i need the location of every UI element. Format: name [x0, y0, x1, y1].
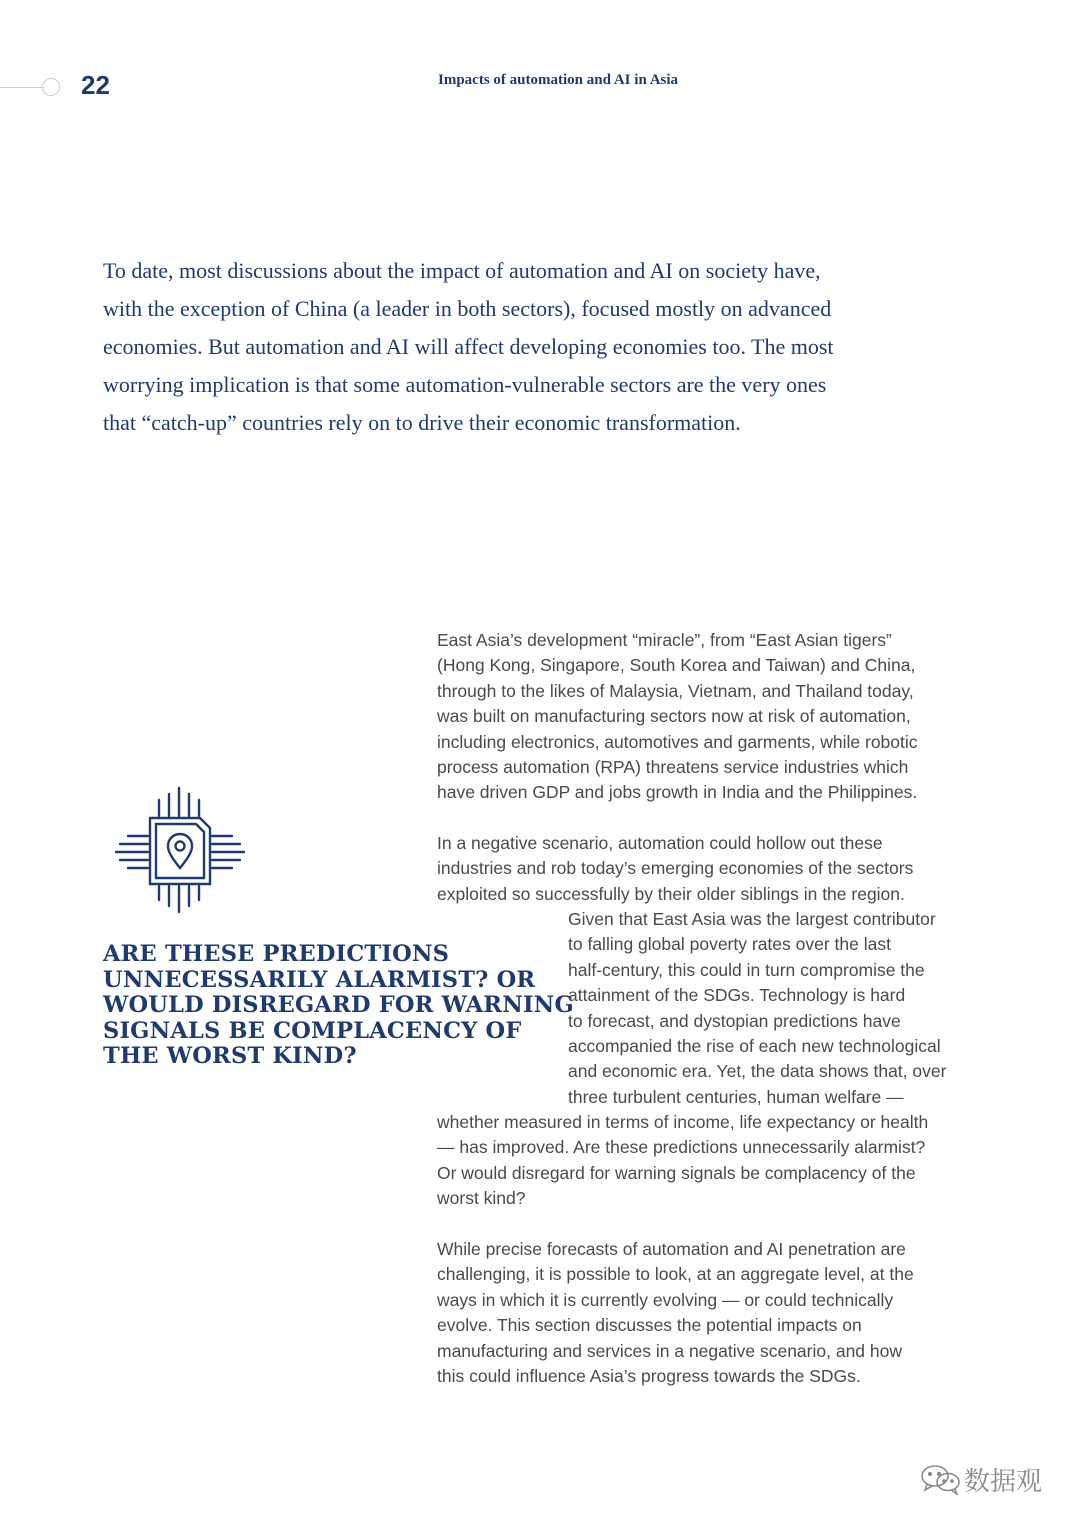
pull-quote-line: WOULD DISREGARD FOR WARNING: [103, 992, 574, 1018]
body-line: — has improved. Are these predictions unnecessarily alarmist?: [437, 1137, 926, 1158]
intro-line: with the exception of China (a leader in both sectors), focused mostly on advanced: [103, 296, 832, 321]
body-line: and economic era. Yet, the data shows that, over: [568, 1061, 947, 1082]
pull-quote-line: THE WORST KIND?: [103, 1043, 357, 1069]
body-line: was built on manufacturing sectors now at risk of automation,: [437, 706, 911, 727]
chip-location-icon: [114, 786, 246, 914]
intro-paragraph: [103, 252, 1003, 442]
pull-quote-line: SIGNALS BE COMPLACENCY OF: [103, 1017, 522, 1044]
body-line: to forecast, and dystopian predictions have: [568, 1010, 901, 1031]
body-line: whether measured in terms of income, life expectancy or health: [437, 1112, 929, 1132]
body-line: (Hong Kong, Singapore, South Korea and Taiwan) and China,: [437, 655, 916, 676]
body-line: Given that East Asia was the largest contributor: [568, 909, 936, 929]
body-paragraph-2: [437, 831, 913, 907]
body-paragraph-3-continued: [437, 1110, 928, 1212]
body-line: to falling global poverty rates over the last: [568, 934, 891, 955]
body-line: attainment of the SDGs. Technology is hard: [568, 985, 906, 1006]
body-line: including electronics, automotives and garments, while robotic: [437, 731, 918, 752]
body-line: manufacturing and services in a negative scenario, and how: [437, 1340, 902, 1361]
intro-line: that “catch-up” countries rely on to drive their economic transformation.: [103, 410, 741, 435]
pull-quote: [103, 942, 573, 1070]
body-line: In a negative scenario, automation could hollow out these: [437, 833, 883, 853]
watermark-text: 数据观: [964, 1466, 1043, 1497]
page-number: 22: [81, 70, 110, 100]
body-line: While precise forecasts of automation and AI penetration are: [437, 1239, 906, 1259]
wechat-icon: [918, 1463, 964, 1495]
body-paragraph-1: [437, 628, 918, 806]
pull-quote-line: UNNECESSARILY ALARMIST? OR: [103, 966, 536, 993]
body-line: ways in which it is currently evolving — or could technically: [437, 1289, 894, 1310]
body-paragraph-4: [437, 1237, 914, 1389]
body-line: this could influence Asia’s progress towards the SDGs.: [437, 1366, 861, 1387]
body-line: industries and rob today’s emerging economies of the sectors: [437, 858, 914, 879]
body-line: half-century, this could in turn compromise the: [568, 959, 925, 980]
body-line: through to the likes of Malaysia, Vietnam, and Thailand today,: [437, 680, 914, 701]
header-rule: [0, 87, 44, 88]
intro-line: economies. But automation and AI will affect developing economies too. The most: [103, 334, 834, 359]
body-line: East Asia’s development “miracle”, from “East Asian tigers”: [437, 630, 892, 650]
header-circle-marker: [42, 78, 60, 96]
body-line: exploited so successfully by their older siblings in the region.: [437, 883, 905, 904]
intro-line: To date, most discussions about the impact of automation and AI on society have,: [103, 258, 821, 283]
pull-quote-line: ARE THESE PREDICTIONS: [103, 941, 450, 967]
body-line: worst kind?: [437, 1188, 526, 1209]
intro-line: worrying implication is that some automation-vulnerable sectors are the very ones: [103, 372, 827, 397]
body-line: Or would disregard for warning signals be complacency of the: [437, 1162, 916, 1183]
body-line: have driven GDP and jobs growth in India and the Philippines.: [437, 782, 918, 803]
running-title: Impacts of automation and AI in Asia: [438, 72, 679, 88]
body-line: process automation (RPA) threatens service industries which: [437, 757, 909, 778]
body-line: evolve. This section discusses the potential impacts on: [437, 1315, 862, 1336]
body-paragraph-3: [568, 907, 946, 1110]
body-line: three turbulent centuries, human welfare —: [568, 1086, 904, 1107]
body-line: challenging, it is possible to look, at an aggregate level, at the: [437, 1264, 914, 1285]
body-line: accompanied the rise of each new technological: [568, 1036, 941, 1057]
watermark: [918, 1459, 1042, 1499]
